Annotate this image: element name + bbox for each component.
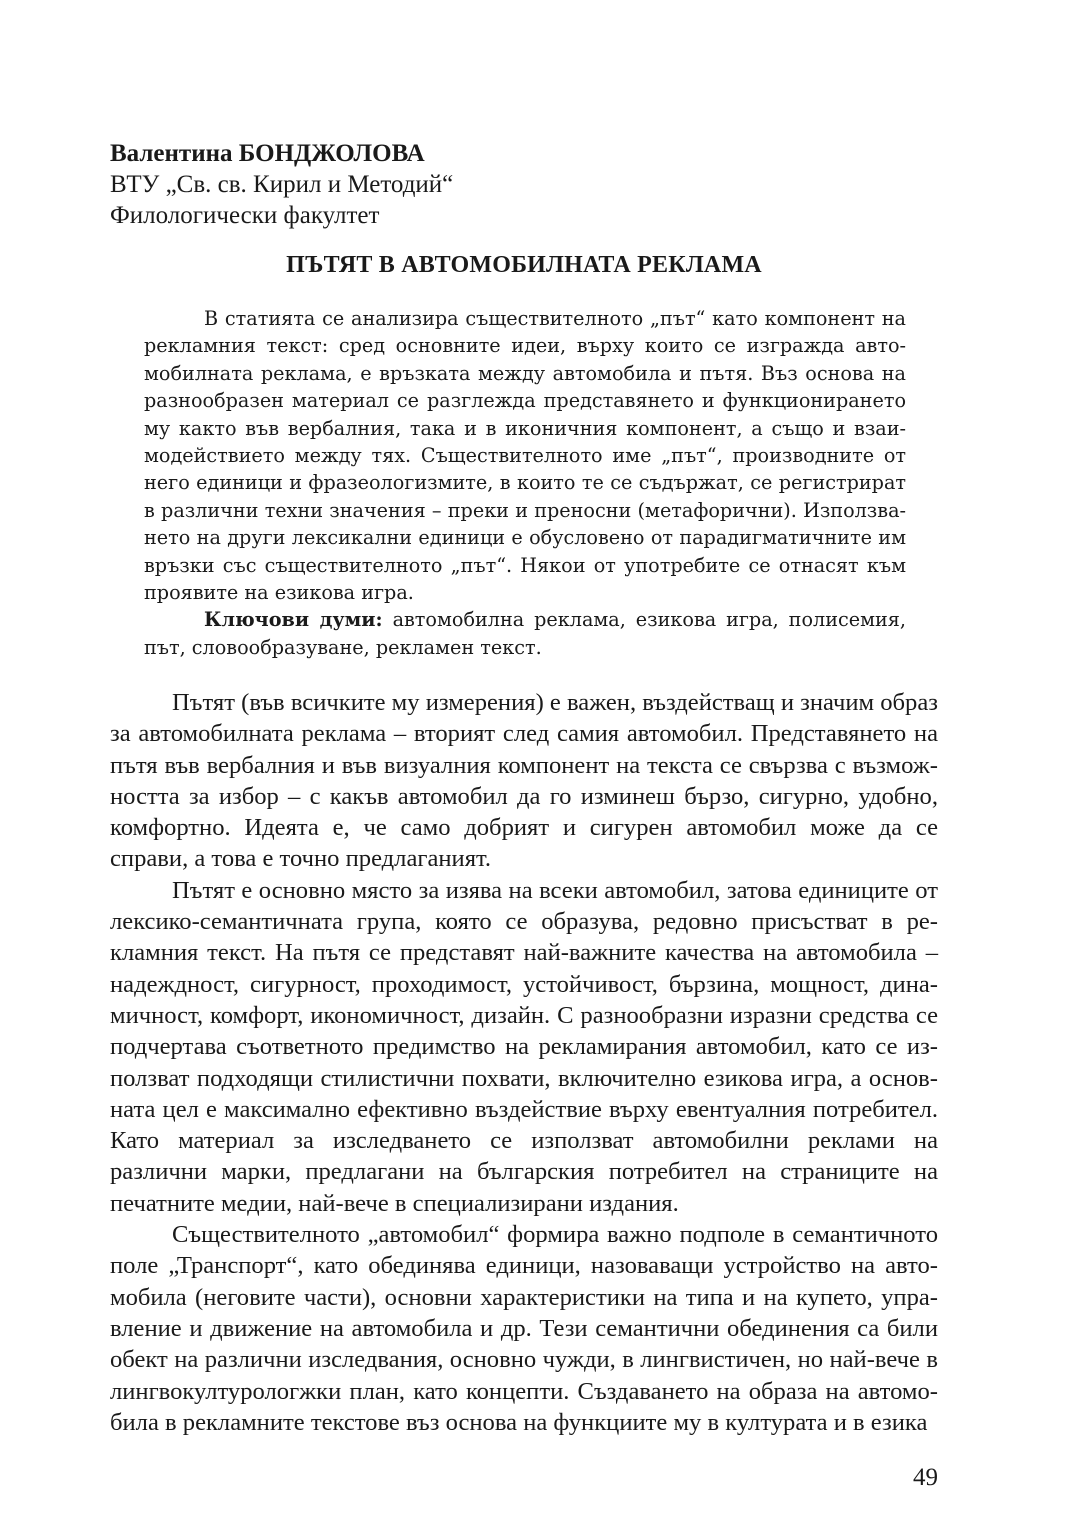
author-block <box>110 138 930 231</box>
body-paragraph-1: Пътят (във всичките му измерения) е важен, въздействащ и значим образ за автомобилната реклама – вторият след самия автомобил. Представянето на пътя във вербалния и във визуалния компонент на текста се свързва с възможността за избор – с какъв автомобил да го изминеш бързо, сигурно, удобно, комфортно. Идеята е, че само добрият и сигурен автомобил може да се справи, а това е точно предлаганият. <box>110 689 938 873</box>
author-affiliation: ВТУ „Св. св. Кирил и Методий“ <box>110 171 454 198</box>
body-text <box>110 687 938 1438</box>
article-title: ПЪТЯТ В АВТОМОБИЛНАТА РЕКЛАМА <box>286 252 762 278</box>
keywords-paragraph <box>144 606 906 661</box>
page-number: 49 <box>913 1464 938 1491</box>
body-paragraph-2: Пътят е основно място за изява на всеки автомобил, затова единиците от лексико-семантичната група, която се образува, редовно присъстват в рекламния текст. На пътя се представят най-важните качества на автомобила – надеждност, сигурност, проходимост, устойчивост, бързина, мощност, динамичност, комфорт, икономичност, дизайн. С разнообразни изразни средства се подчертава съответното предимство на рекламирания автомобил, като се използват подходящи стилистични похвати, включително езикова игра, а основната цел е максимално ефективно въздействие върху евентуалния потребител. Като материал за изследването се използват автомобилни реклами на различни марки, предлагани на българския потребител на страниците на печатните медии, най-вече в специализирани издания. <box>110 876 938 1217</box>
keywords-text: автомобилна реклама, езикова игра, полисемия, път, словообразуване, рекламен текст. <box>144 608 907 659</box>
keywords-label: Ключови думи: <box>204 608 383 632</box>
author-faculty: Филологически факултет <box>110 202 380 229</box>
author-name: Валентина БОНДЖОЛОВА <box>110 140 425 167</box>
abstract-text: В статията се анализира съществителното „път“ като компонент на рекламния текст: сред основните идеи, върху които се изгражда автомобилната реклама, е връзката между автомобила и пътя. Въз основа на разнообразен материал се разглежда представянето и функционирането му както във вербалния, така и в иконичния компонент, а също и взаимодействието между тях. Съществителното име „път“, производните от него единици и фразеологизмите, в които те се съдържат, се регистрират в различни техни значения – преки и преносни (метафорични). Използването на други лексикални единици е обусловено от парадигматичните им връзки със съществителното „път“. Някои от употребите се отнасят към проявите на езикова игра. <box>144 307 906 605</box>
abstract <box>144 305 906 661</box>
body-paragraph-3: Съществителното „автомобил“ формира важно подполе в семантичното поле „Транспорт“, като обединява единици, назоваващи устройство на автомобила (неговите части), основни характеристики на типа и на купето, управление и движение на автомобила и др. Тези семантични обединения са били обект на различни изследвания, основно чужди, в лингвистичен, но най-вече в лингвокултурологжки план, като концепти. Създаването на образа на автомобила в рекламните текстове въз основа на функциите му в културата и в езика <box>110 1221 938 1436</box>
